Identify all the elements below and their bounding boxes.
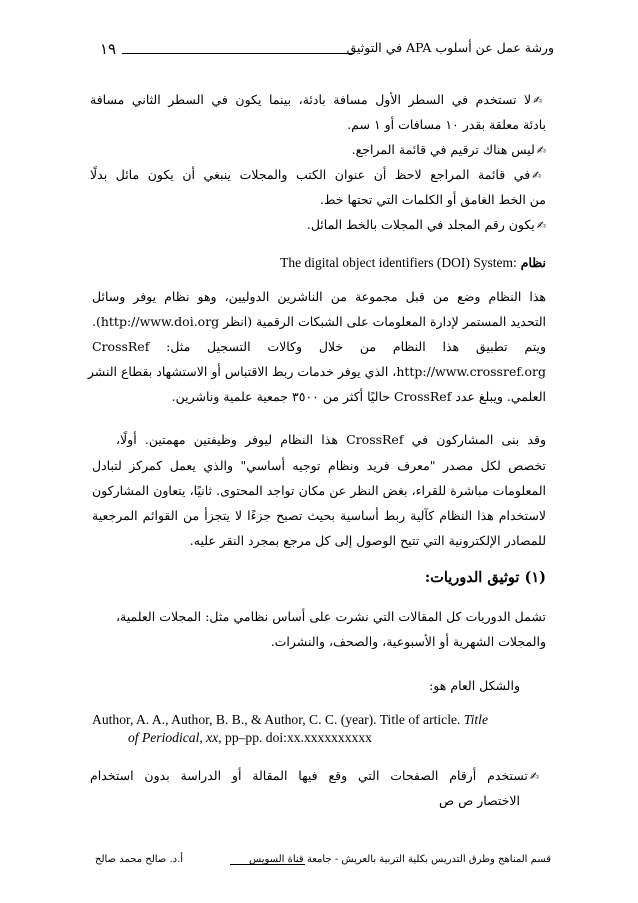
section-title-periodicals: (١) توثيق الدوريات: — [424, 569, 546, 586]
bullet-1-line-2: بادئة معلقة بقدر ١٠ مسافات أو ١ سم. — [347, 117, 546, 132]
para1-line-1: هذا النظام وضع من قبل مجموعة من الناشرين الدوليين، وهو نظام يوفر وسائل — [92, 289, 546, 304]
footer-department: قسم المناهج وطرق التدريس بكلية التربية بالعريش - جامعة قناة السويس — [248, 854, 551, 865]
doi-heading-title: The digital object identifiers (DOI) System: — [280, 255, 517, 270]
bullet-3-line-2: من الخط الغامق أو الكلمات التي تحتها خط. — [319, 192, 546, 207]
page-header — [100, 40, 554, 60]
reference-example-line-2: of Periodical, xx, pp–pp. doi:xx.xxxxxxxxxx — [128, 730, 372, 745]
footer-author: أ.د. صالح محمد صالح — [95, 854, 184, 865]
doi-heading-label: نظام — [520, 255, 546, 270]
section1-line-2: والمجلات الشهرية أو الأسبوعية، والصحف، والنشرات. — [270, 634, 546, 649]
para2-line-4: لاستخدام هذا النظام كآلية ربط أساسية بحيث تصبح جزءًا لا يتجزأ من القوائم المرجعية — [92, 508, 546, 523]
pen-bullet-icon: ✍ — [536, 144, 546, 157]
bullet-4: ✍يكون رقم المجلد في المجلات بالخط المائل. — [306, 217, 546, 232]
bullet-1-line-1: ✍لا تستخدم في السطر الأول مسافة بادئة، بينما يكون في السطر الثاني مسافة — [90, 92, 547, 107]
header-rule — [122, 53, 354, 54]
reference-example-line-1: Author, A. A., Author, B. B., & Author, C. C. (year). Title of article. Title — [92, 712, 488, 727]
bullet-2: ✍ليس هناك ترقيم في قائمة المراجع. — [351, 142, 546, 157]
para2-line-1: وقد بنى المشاركون في CrossRef هذا النظام ليوفر وظيفتين مهمتين. أولًا، — [116, 432, 546, 447]
page-footer — [95, 854, 551, 872]
para2-line-3: المعلومات مباشرة للقراء، بغض النظر عن مكان تواجد المحتوى. ثانيًا، يتعاون المشاركون — [92, 483, 546, 498]
doi-heading — [280, 253, 546, 273]
general-form-label: والشكل العام هو: — [429, 678, 520, 693]
para1-line-2: التحديد المستمر لإدارة المعلومات على الشبكات الرقمية (انظر http://www.doi.org). — [92, 314, 546, 329]
para2-line-2: تخصص لكل مصدر "معرف فريد ونظام توجيه أساسي" والذي يعمل كمركز لتبادل — [92, 458, 546, 473]
pen-bullet-icon: ✍ — [529, 770, 547, 783]
page-number: ١٩ — [100, 40, 117, 58]
pen-bullet-icon: ✍ — [533, 94, 547, 107]
para2-line-5: للمصادر الإلكترونية التي تتيح الوصول إلى كل مرجع بمجرد النقر عليه. — [189, 533, 546, 548]
para1-line-4: http://www.crossref.org، الذي يوفر خدمات ربط الاقتباس أو الاستشهاد بقطاع النشر — [87, 364, 546, 379]
pen-bullet-icon: ✍ — [532, 169, 546, 182]
para1-line-3: ويتم تطبيق هذا النظام من خلال وكالات التسجيل مثل: CrossRef — [92, 339, 546, 354]
bullet-5-line-1: ✍تستخدم أرقام الصفحات التي وقع فيها المقالة أو الدراسة بدون استخدام — [90, 768, 547, 783]
bullet-5-line-2: الاختصار ص ص — [439, 793, 520, 808]
pen-bullet-icon: ✍ — [536, 219, 546, 232]
section1-line-1: تشمل الدوريات كل المقالات التي نشرت على أساس نظامي مثل: المجلات العلمية، — [116, 609, 546, 624]
para1-line-5: العلمي. ويبلغ عدد CrossRef حاليًا أكثر من ٣٥٠٠ جمعية علمية وناشرين. — [171, 389, 546, 404]
header-title: ورشة عمل عن أسلوب APA في التوثيق — [346, 40, 554, 55]
bullet-3-line-1: ✍في قائمة المراجع لاحظ أن عنوان الكتب والمجلات ينبغي أن يكون مائل بدلًا — [90, 167, 546, 182]
